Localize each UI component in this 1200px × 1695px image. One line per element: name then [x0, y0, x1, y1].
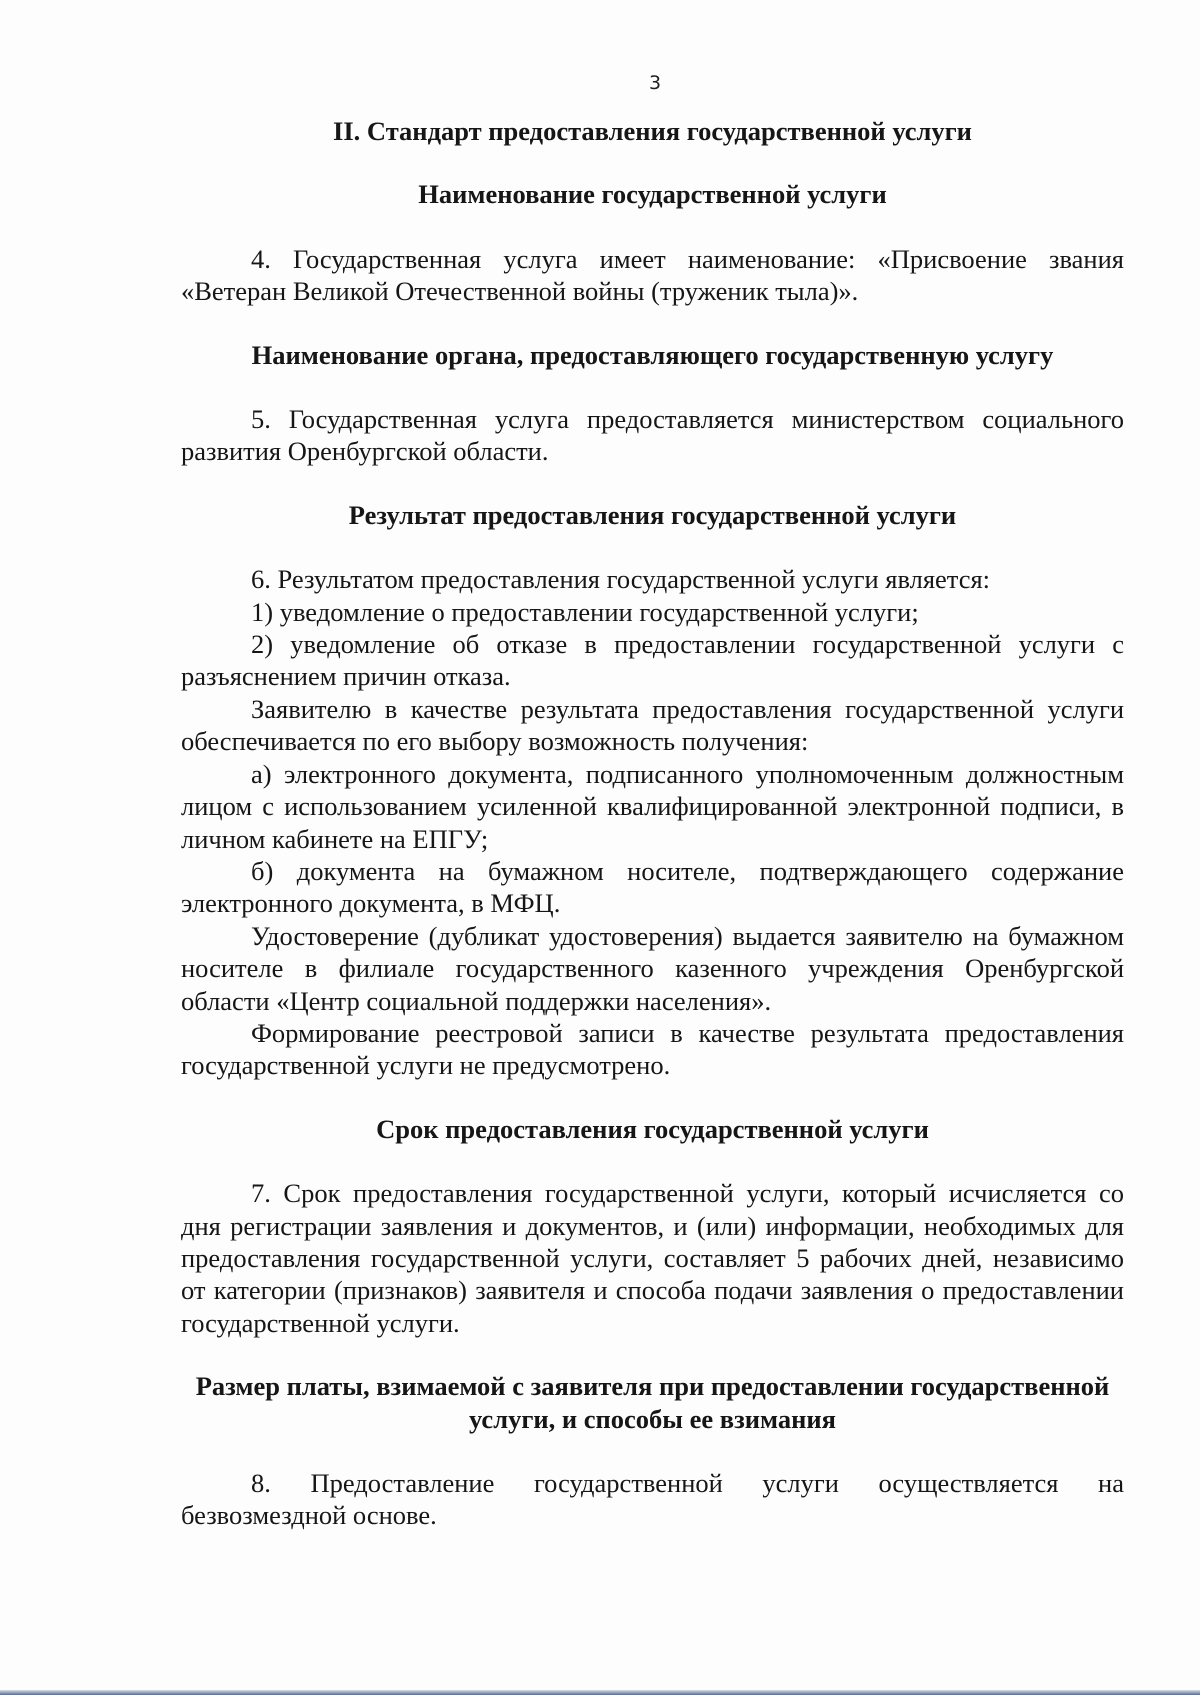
paragraph-5: 5. Государственная услуга предоставляется министерством социального развития Оренбургской области.	[181, 404, 1124, 467]
heading-fee: Размер платы, взимаемой с заявителя при предоставлении государственной услуги, и способы ее взимания	[195, 1371, 1110, 1434]
paragraph-certificate: Удостоверение (дубликат удостоверения) выдается заявителю на бумажном носителе в филиале государственного казенного учреждения Оренбургской области «Центр социальной поддержки населения».	[181, 920, 1124, 1016]
paragraph-6-item-1: 1) уведомление о предоставлении государственной услуги;	[251, 596, 919, 627]
scan-edge	[0, 1690, 1200, 1695]
paragraph-6: 6. Результатом предоставления государственной услуги является:	[251, 564, 991, 595]
page-number: 3	[648, 72, 662, 94]
paragraph-8: 8. Предоставление государственной услуги осуществляется на безвозмездной основе.	[181, 1468, 1124, 1531]
paragraph-6-item-2: 2) уведомление об отказе в предоставлении государственной услуги с разъяснением причин отказа.	[181, 629, 1124, 692]
heading-service-name: Наименование государственной услуги	[418, 179, 887, 210]
paragraph-option-a: а) электронного документа, подписанного уполномоченным должностным лицом с использованием усиленной квалифицированной электронной подписи, в личном кабинете на ЕПГУ;	[181, 758, 1124, 854]
paragraph-option-b: б) документа на бумажном носителе, подтверждающего содержание электронного документа, в МФЦ.	[181, 855, 1124, 919]
heading-service-result: Результат предоставления государственной услуги	[348, 499, 957, 530]
section-title: II. Стандарт предоставления государственной услуги	[333, 116, 972, 146]
paragraph-4: 4. Государственная услуга имеет наименование: «Присвоение звания «Ветеран Великой Отечественной войны (труженик тыла)».	[181, 243, 1124, 307]
heading-service-term: Срок предоставления государственной услуги	[376, 1113, 929, 1144]
heading-authority-name: Наименование органа, предоставляющего государственную услугу	[251, 339, 1054, 370]
paragraph-registry-record: Формирование реестровой записи в качестве результата предоставления государственной услуги не предусмотрено.	[181, 1017, 1124, 1081]
paragraph-7: 7. Срок предоставления государственной услуги, который исчисляется со дня регистрации заявления и документов, и (или) информации, необходимых для предоставления государственной услуги, составляет 5 рабочих дней, независимо от категории (признаков) заявителя и способа подачи заявления о предоставлении государственной услуги.	[181, 1178, 1124, 1338]
paragraph-result-options: Заявителю в качестве результата предоставления государственной услуги обеспечивается по его выбору возможность получения:	[181, 693, 1124, 757]
document-body	[181, 115, 1124, 1532]
